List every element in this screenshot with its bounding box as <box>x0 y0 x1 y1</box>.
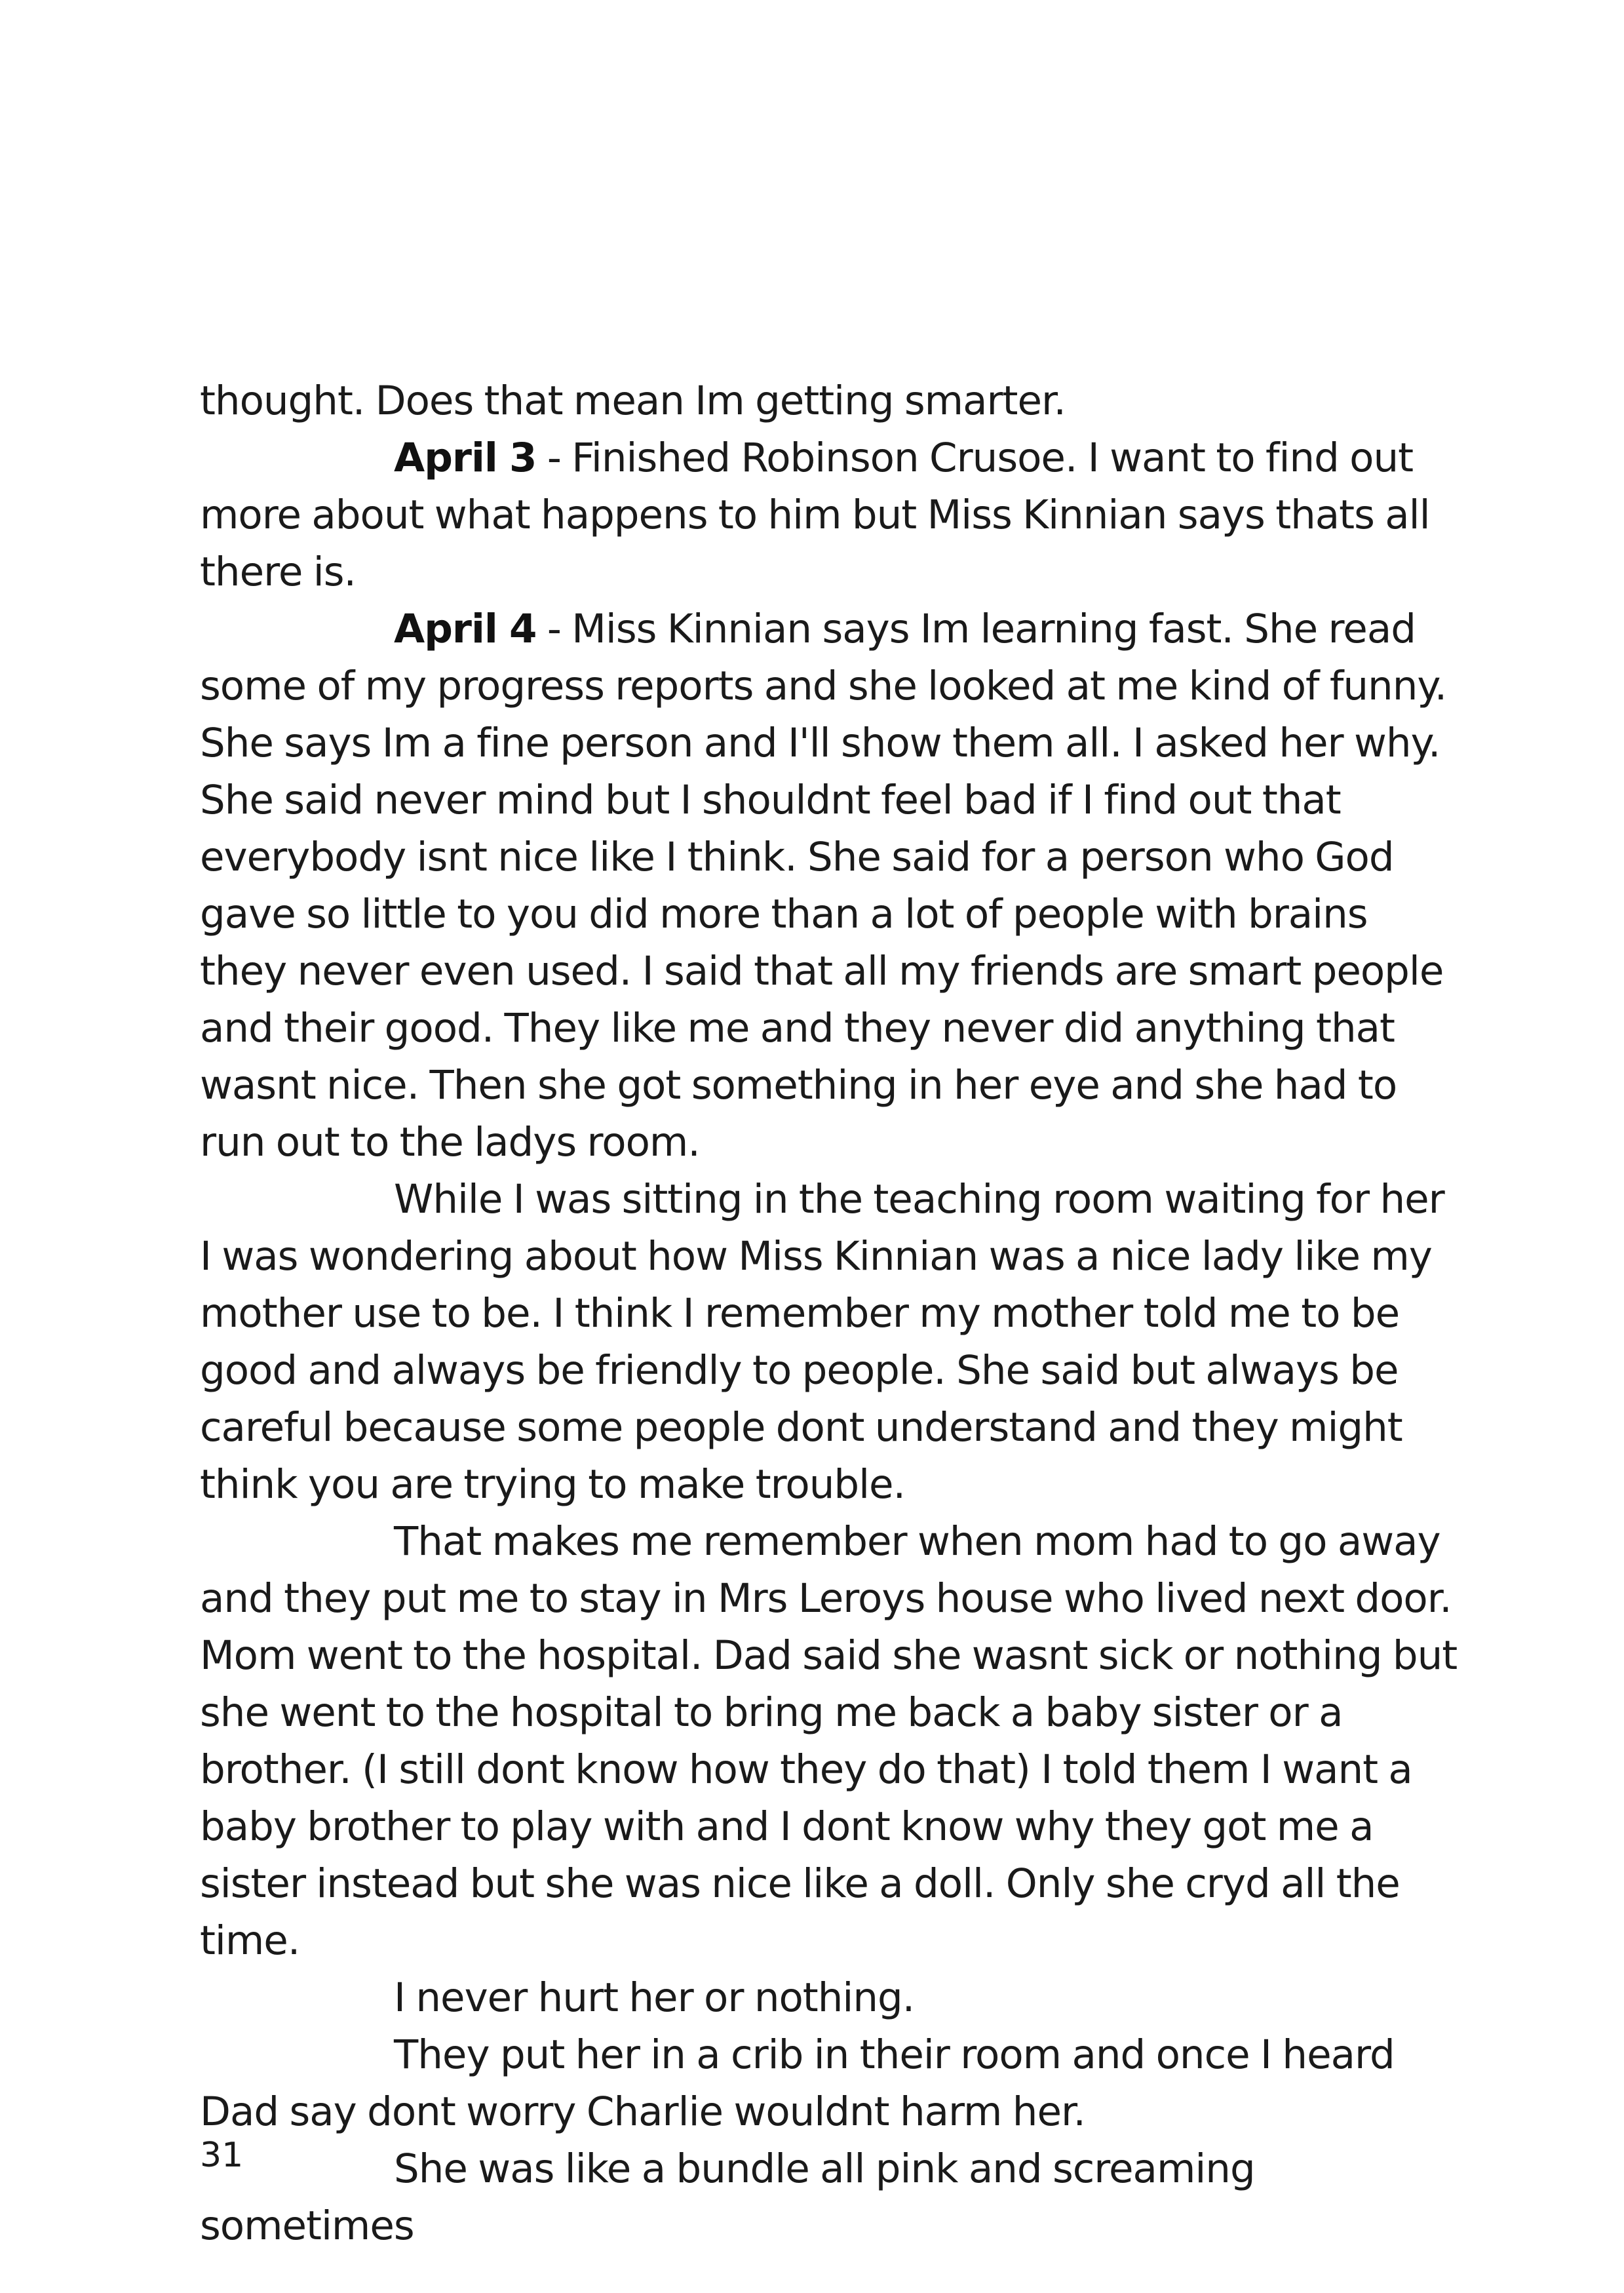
paragraph: They put her in a crib in their room and once I heard Dad say dont worry Charlie wouldnt harm her. <box>200 2031 1395 2135</box>
entry-date: April 4 <box>394 606 537 652</box>
journal-entry-april-3 <box>200 429 1458 600</box>
entry-date: April 3 <box>394 435 537 481</box>
paragraph: That makes me remember when mom had to go away and they put me to stay in Mrs Leroys house who lived next door. Mom went to the hospital. Dad said she wasnt sick or nothing but she went to the hospital to bring me back a baby sister or a brother. (I still dont know how they do that) I told them I want a baby brother to play with and I dont know why they got me a sister instead but she was nice like a doll. Only she cryd all the time. <box>200 1518 1458 1964</box>
entry-text: - Miss Kinnian says Im learning fast. She read some of my progress reports and she looked at me kind of funny. She says Im a fine person and I'll show them all. I asked her why. She said never mind but I shouldnt feel bad if I find out that everybody isnt nice like I think. She said for a person who God gave so little to you did more than a lot of people with brains they never even used. I said that all my friends are smart people and their good. They like me and they never did anything that wasnt nice. Then she got something in her eye and she had to run out to the ladys room. <box>200 606 1447 1166</box>
paragraph: I never hurt her or nothing. <box>394 1974 915 2021</box>
paragraph-continuation: thought. Does that mean Im getting smarter. <box>200 378 1066 424</box>
paragraph: She was like a bundle all pink and screaming sometimes <box>200 2146 1255 2249</box>
page-number: 31 <box>200 2136 244 2175</box>
body-text <box>200 372 1458 2254</box>
entry-text: - Finished Robinson Crusoe. I want to find out more about what happens to him but Miss Kinnian says thats all there is. <box>200 435 1430 595</box>
journal-entry-april-4 <box>200 600 1458 1171</box>
paragraph: While I was sitting in the teaching room waiting for her I was wondering about how Miss Kinnian was a nice lady like my mother use to be. I think I remember my mother told me to be good and always be friendly to people. She said but always be careful because some people dont understand and they might think you are trying to make trouble. <box>200 1176 1444 1508</box>
